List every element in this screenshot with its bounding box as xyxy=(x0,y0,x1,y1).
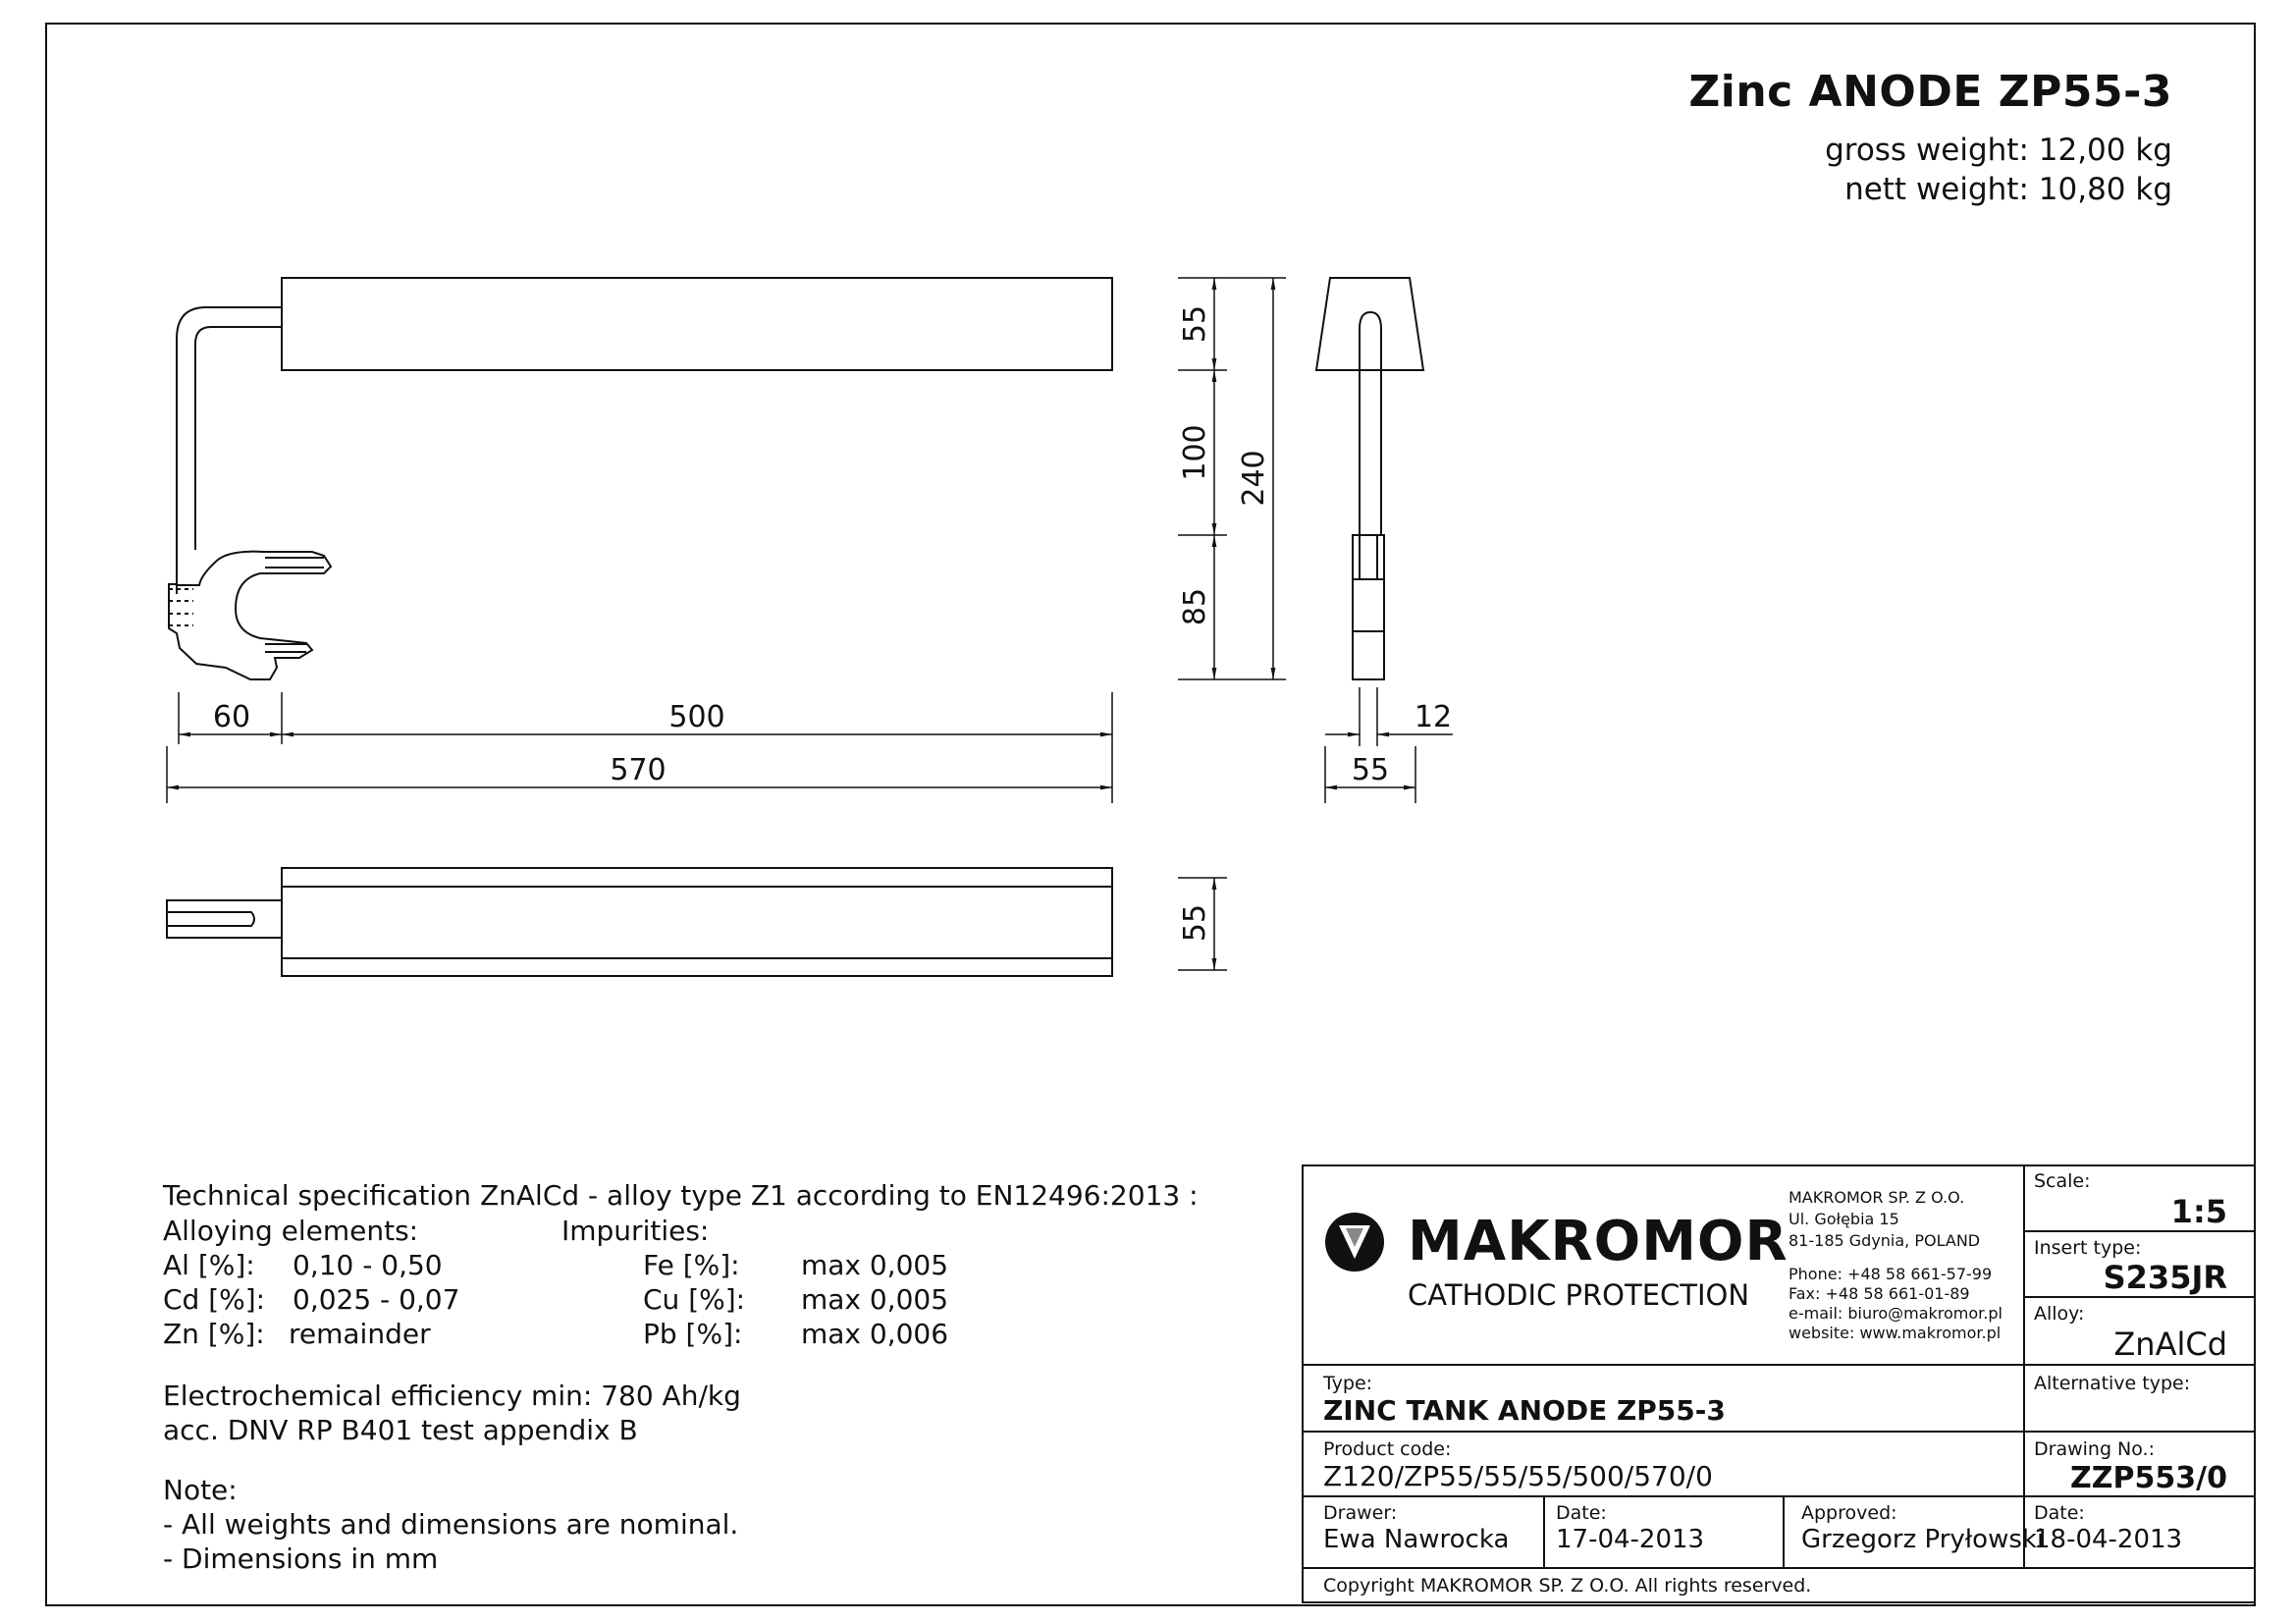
spec-value: 0,025 - 0,07 xyxy=(293,1283,460,1316)
spec-impurity: Fe [%]: xyxy=(643,1249,740,1281)
company-phone: Phone: +48 58 661-57-99 xyxy=(1789,1265,1993,1283)
anode-body xyxy=(282,278,1112,370)
drawing-number-value: ZZP553/0 xyxy=(2070,1461,2227,1495)
drawer-value: Ewa Nawrocka xyxy=(1323,1525,1510,1554)
spec-value: 0,10 - 0,50 xyxy=(293,1249,443,1281)
company-name: MAKROMOR SP. Z O.O. xyxy=(1789,1188,1965,1207)
approved-value: Grzegorz Pryłowski xyxy=(1801,1525,2045,1554)
insert-type-label: Insert type: xyxy=(2034,1237,2142,1259)
alloy-value: ZnAlCd xyxy=(2113,1326,2227,1363)
dim-12: 12 xyxy=(1414,700,1453,734)
brand-subtitle: CATHODIC PROTECTION xyxy=(1408,1278,1750,1312)
type-label: Type: xyxy=(1323,1373,1373,1394)
note-line-1: - All weights and dimensions are nominal. xyxy=(163,1508,739,1541)
dim-240: 240 xyxy=(1237,450,1271,507)
copyright-notice: Copyright MAKROMOR SP. Z O.O. All rights reserved. xyxy=(1323,1575,1812,1597)
top-view xyxy=(167,868,1112,976)
brand-name: MAKROMOR xyxy=(1408,1210,1789,1273)
spec-impurity-value: max 0,006 xyxy=(801,1318,949,1350)
product-code-label: Product code: xyxy=(1323,1438,1452,1460)
spec-impurity-value: max 0,005 xyxy=(801,1283,949,1316)
spec-element: Cd [%]: xyxy=(163,1283,266,1316)
spec-impurity-value: max 0,005 xyxy=(801,1249,949,1281)
note-line-2: - Dimensions in mm xyxy=(163,1543,439,1575)
alternative-type-label: Alternative type: xyxy=(2034,1373,2191,1394)
rod-inner xyxy=(195,327,282,550)
alloying-label: Alloying elements: xyxy=(163,1215,419,1247)
spec-value: remainder xyxy=(289,1318,431,1350)
scale-label: Scale: xyxy=(2034,1170,2091,1192)
dim-570: 570 xyxy=(610,753,667,787)
front-view xyxy=(169,278,1112,679)
company-email: e-mail: biuro@makromor.pl xyxy=(1789,1304,2002,1323)
dim-55-top: 55 xyxy=(1178,304,1212,344)
efficiency-line-2: acc. DNV RP B401 test appendix B xyxy=(163,1414,638,1446)
dim-55-bottom: 55 xyxy=(1178,903,1212,943)
side-view xyxy=(1316,278,1423,679)
company-fax: Fax: +48 58 661-01-89 xyxy=(1789,1284,1970,1303)
spec-heading: Technical specification ZnAlCd - alloy type Z1 according to EN12496:2013 : xyxy=(163,1179,1199,1212)
spec-element: Al [%]: xyxy=(163,1249,255,1281)
dim-100: 100 xyxy=(1178,424,1212,481)
company-street: Ul. Gołębia 15 xyxy=(1789,1210,1899,1228)
drawing-number-label: Drawing No.: xyxy=(2034,1438,2155,1460)
company-website: website: www.makromor.pl xyxy=(1789,1324,2002,1342)
date-drawn-label: Date: xyxy=(1556,1502,1607,1524)
dim-60: 60 xyxy=(212,700,251,734)
insert-type-value: S235JR xyxy=(2103,1259,2227,1296)
sheet-border xyxy=(46,24,2255,1605)
dim-85: 85 xyxy=(1178,587,1212,626)
gross-weight: gross weight: 12,00 kg xyxy=(1825,133,2172,168)
date-drawn-value: 17-04-2013 xyxy=(1556,1525,1705,1554)
date-approved-value: 18-04-2013 xyxy=(2034,1525,2183,1554)
date-approved-label: Date: xyxy=(2034,1502,2085,1524)
scale-value: 1:5 xyxy=(2170,1193,2227,1230)
spec-element: Zn [%]: xyxy=(163,1318,265,1350)
efficiency-line-1: Electrochemical efficiency min: 780 Ah/kg xyxy=(163,1380,741,1412)
dim-500: 500 xyxy=(668,700,725,734)
impurities-label: Impurities: xyxy=(561,1215,710,1247)
drawing-title: Zinc ANODE ZP55-3 xyxy=(1688,67,2172,117)
alloy-label: Alloy: xyxy=(2034,1303,2085,1325)
spec-impurity: Cu [%]: xyxy=(643,1283,746,1316)
drawer-label: Drawer: xyxy=(1323,1502,1398,1524)
dim-55-side: 55 xyxy=(1351,753,1390,787)
makromor-logo-icon xyxy=(1325,1213,1384,1272)
note-title: Note: xyxy=(163,1474,238,1506)
nett-weight: nett weight: 10,80 kg xyxy=(1844,172,2172,207)
approved-label: Approved: xyxy=(1801,1502,1897,1524)
product-code-value: Z120/ZP55/55/55/500/570/0 xyxy=(1323,1460,1713,1492)
side-anode-profile xyxy=(1316,278,1423,370)
type-value: ZINC TANK ANODE ZP55-3 xyxy=(1323,1394,1726,1427)
spec-impurity: Pb [%]: xyxy=(643,1318,743,1350)
top-anode-body xyxy=(282,868,1112,976)
company-city: 81-185 Gdynia, POLAND xyxy=(1789,1231,1981,1250)
